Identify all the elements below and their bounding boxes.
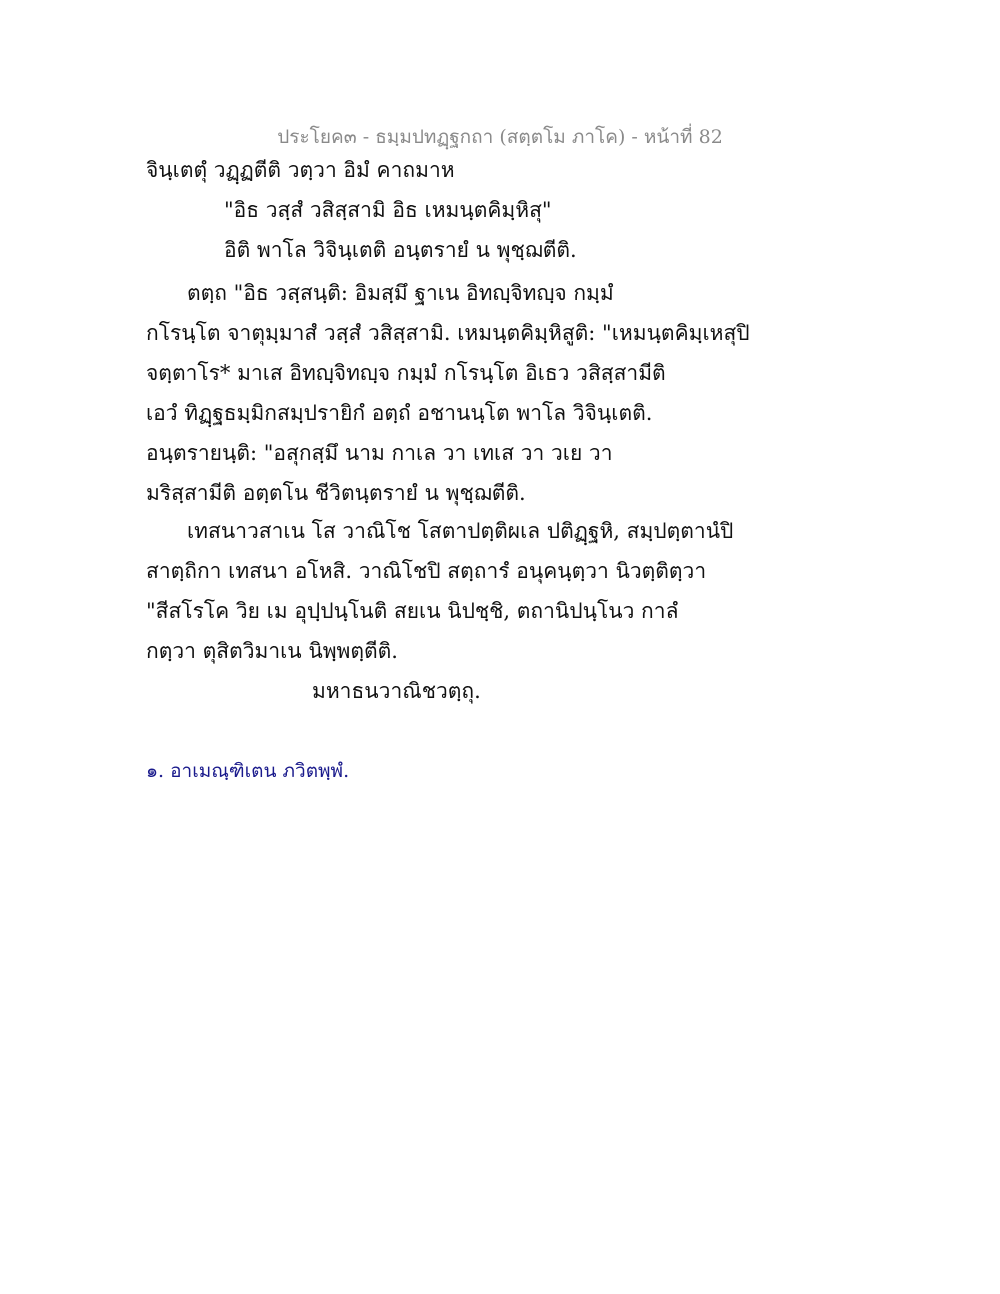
text-line: ตตฺถ "อิธ วสฺสนฺติ: อิมสฺมึ ฐาเน อิทญฺจิทญฺจ กมฺมํ [187, 281, 614, 305]
text-line: กโรนฺโต จาตุมฺมาสํ วสฺสํ วสิสฺสามิ. เหมนฺตคิมฺหิสูติ: "เหมนฺตคิมฺเหสุปิ [146, 321, 750, 345]
text-line: จตฺตาโร* มาเส อิทญฺจิทญฺจ กมฺมํ กโรนฺโต อิเธว วสิสฺสามีติ [146, 361, 666, 385]
text-line: อนฺตรายนฺติ: "อสุกสฺมึ นาม กาเล วา เทเส วา วเย วา [146, 441, 613, 465]
text-line: เอวํ ทิฏฺฐธมฺมิกสมฺปรายิกํ อตฺถํ อชานนฺโต พาโล วิจินฺเตติ. [146, 401, 653, 425]
verse-line: "อิธ วสฺสํ วสิสฺสามิ อิธ เหมนฺตคิมฺหิสุ" [224, 198, 552, 222]
footnote: ๑. อาเมณฺฑิเตน ภวิตพฺพํ. [146, 760, 350, 782]
text-line: "สีสโรโค วิย เม อุปฺปนฺโนติ สยเน นิปชฺชิ, ตถานิปนฺโนว กาลํ [146, 599, 679, 623]
text-line: จินฺเตตุํ วฏฺฏตีติ วตฺวา อิมํ คาถมาห [146, 158, 455, 182]
section-title: มหาธนวาณิชวตฺถุ. [312, 679, 481, 703]
text-line: สาตฺถิกา เทสนา อโหสิ. วาณิโชปิ สตฺถารํ อนุคนฺตฺวา นิวตฺติตฺวา [146, 559, 707, 583]
verse-line: อิติ พาโล วิจินฺเตติ อนฺตรายํ น พุชฺฌตีติ. [224, 238, 577, 262]
text-line: เทสนาวสาเน โส วาณิโช โสตาปตฺติผเล ปติฏฺฐหิ, สมฺปตฺตานํปิ [187, 519, 734, 543]
page-header: ประโยค๓ - ธมฺมปทฏฺฐกถา (สตฺตโม ภาโค) - หน้าที่ 82 [277, 126, 723, 148]
text-line: กตฺวา ตุสิตวิมาเน นิพฺพตฺตีติ. [146, 639, 398, 663]
text-line: มริสฺสามีติ อตฺตโน ชีวิตนฺตรายํ น พุชฺฌตีติ. [146, 481, 526, 505]
